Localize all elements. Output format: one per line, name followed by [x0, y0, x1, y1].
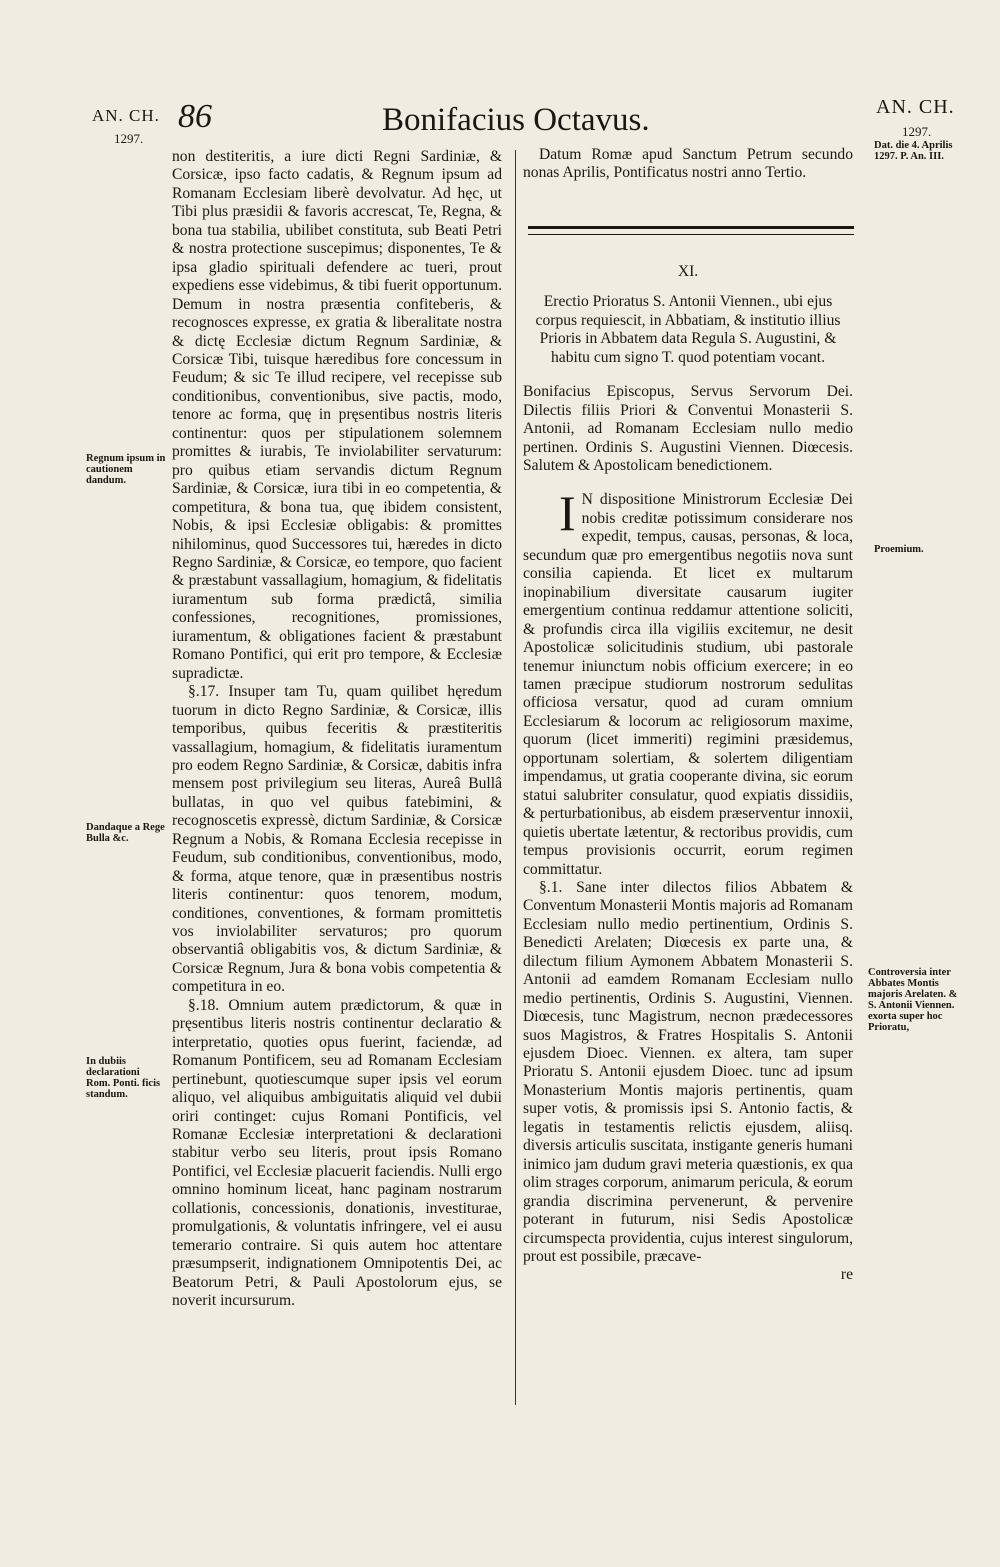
margin-note-proemium: Proemium. — [874, 544, 924, 555]
body-paragraph-1: §.1. Sane inter dilectos filios Abbatem & Conventum Monasterii Montis majoris ad Romanam Ecclesiam nullo medio pertinentium, Ordinis S. Benedicti Arelaten; Diœcesis ex parte una, & dilectum filium Aymonem Abbatem Monasterii S. Antonii ad eamdem Romanam Ecclesiam nullo medio pertinentis, Ordinis S. Augustini, Viennen. Diœcesis, tunc Magistrum, necnon prædecessores suos Magistros, & Fratres Hospitalis S. Antonii ejusdem Dioec. Viennen. ex altera, tam super Prioratu S. Antonii ejusdem Dioec. tunc ad ipsum Monasterium Montis majoris pertinentis, quam super votis, & promissis ipsi S. Antonio factis, & legatis in testamentis relictis ejusdem, aliisq. diversis articulis suscitata, instigante generis humani inimico jam dudum gravi meteria quæstionis, ex qua olim strages corporum, animarum pericula, & eorum grandia discrimina pervenerunt, & pervenire poterant in futurum, nisi Sedis Apostolicæ circumspecta providentia, cujus interest singulorum, prout est possibile, præcave- — [523, 878, 853, 1266]
section-number: XI. — [677, 262, 699, 280]
left-column — [172, 148, 502, 1311]
catchword: re — [840, 1266, 853, 1284]
proemium-paragraph — [523, 485, 853, 879]
body-paragraph-17: §.17. Insuper tam Tu, quam quilibet hęredum tuorum in dicto Regno Sardiniæ, & Corsicæ, illis temporibus, quibus feceritis & præstiteritis vassallagium, homagium, & fidelitatis iuramentum pro eodem Regno Sardiniæ, & Corsicæ, dabitis infra mensem post privilegium seu literas, Aureâ Bullâ bullatas, in quo vel quibus fatebimini, & recognoscetis expressè, dictum Sardiniæ, & Corsicæ Regnum a Nobis, & Romana Ecclesia recepisse in Feudum, sub conditionibus, conventionibus, modo, & forma, atque tenore, quæ in præsentibus nostris literis continentur: quos tenorem, modum, conditiones, conventiones, & formam promittetis vos inviolabiliter servaturos; pro quorum observantiâ obligabitis vos, & dictum Sardiniæ, & Corsicæ Regnum, Jura & bona vobis competentia & competitura in eo. — [172, 683, 502, 996]
datum-paragraph: Datum Romæ apud Sanctum Petrum secundo nonas Aprilis, Pontificatus nostri anno Tertio. — [523, 146, 853, 182]
drop-capital: I — [559, 485, 576, 542]
right-column — [523, 146, 853, 1285]
page-title: Bonifacius Octavus. — [382, 102, 650, 138]
proemium-text: N dispositione Ministrorum Ecclesiæ Dei nobis creditæ potissimum considerare nos expedit, tempus, causas, personas, & loca, secundum quæ pro emergentibus negotiis nova sunt consilia capienda. Et licet ex multarum inopinabilium diversitate causarum iugiter emergentium continua reddamur attentione soliciti, & profundis circa illa vigiliis excitemur, ne desit Apostolicæ solicitudinis studium, ubi pastorale tenemur iniunctum nobis officium exercere; in eo tamen præcipue studiorum nostrorum sedulitas officiosa versatur, quod ad curam omnium Ecclesiarum & locorum ac religiosorum maxime, quorum (licet immeriti) regimini præsidemus, opportunam solertiam, & solertem diligentiam impendamus, ut gratia cooperante divina, sic eorum statui salubriter consulatur, quod expiatis dissidiis, & perturbationibus, ab eisdem præserventur innoxii, quietis ubertate lætentur, & rectoribus providis, cum tempus provisionis occurrit, eorum regimen committatur. — [523, 491, 853, 878]
running-head-right-year: 1297. — [902, 124, 932, 139]
salutation-paragraph: Bonifacius Episcopus, Servus Servorum Dei. Dilectis filiis Priori & Conventui Monasterii S. Antonii, ad Romanam Ecclesiam nullo medio pertinen. Ordinis S. Augustini Viennen. Diœcesis. Salutem & Apostolicam benedictionem. — [523, 383, 853, 474]
running-head-left-label: AN. CH. — [92, 106, 160, 125]
running-head-left-year: 1297. — [114, 131, 144, 146]
margin-note-left: In dubiis declarationi Rom. Ponti. ficis standum. — [86, 1056, 161, 1100]
margin-note-controversia: Controversia inter Abbates Montis majoris Arelaten. & S. Antonii Viennen. exorta super hoc Prioratu, — [868, 967, 958, 1033]
margin-note-left: Regnum ipsum in cautionem dandum. — [86, 453, 166, 486]
margin-note-date: Dat. die 4. Aprilis 1297. P. An. III. — [874, 140, 953, 162]
running-head-right-label: AN. CH. — [876, 96, 955, 118]
column-divider — [515, 150, 516, 1405]
body-paragraph: non destiteritis, a iure dicti Regni Sardiniæ, & Corsicæ, ipso facto cadatis, & Regnum ipsum ad Romanam Ecclesiam liberè devolvatur. Ad hęc, ut Tibi plus præsidii & favoris accrescat, Te, Regna, & bona tua stabilia, ubilibet constituta, sub Beati Petri & nostra protectione suscepimus; disponentes, Te & ipsa gladio spirituali defendere ac tueri, prout expediens esse videbimus, & tibi fuerit opportunum. Demum in nostra præsentia confiteberis, & recognosces expresse, ex gratia & liberalitate nostra & dictę Ecclesiæ dictum Regnum Sardiniæ, & Corsicæ Tibi, tuisque hæredibus fore concessum in Feudum; & sic Te illud recipere, vel recepisse sub conditionibus, conventionibus, sive pactis, modo, tenore ac forma, quę in pręsentibus nostris literis continentur: quos per stipulationem solemnem promittes & iurabis, Te inviolabiliter servaturum: pro quibus etiam servandis dictum Regnum Sardiniæ, & Corsicæ, iura tibi in eo competentia, & competitura, & bona tua, quę ibidem consistent, Nobis, & ipsi Ecclesiæ obligabis: & promittes nihilominus, quod Successores tui, hæredes in dicto Regno Sardiniæ, & Corsicæ, eo tempore, quo facient & præstabunt vassallagium, homagium, & fidelitatis iuramentum sub forma prædictâ, similia confessiones, recognitiones, promissiones, iuramentum, & obligationes facient & præstabunt Romano Pontifici, qui erit pro tempore, & Ecclesiæ supradictæ. — [172, 148, 503, 682]
body-paragraph-18: §.18. Omnium autem prædictorum, & quæ in pręsentibus literis nostris continentur declaratio & interpretatio, quoties opus fuerint, faciendæ, ad Romanum Pontificem, seu ad Romanam Ecclesiam pertinebunt, quotiescumque super ipsis vel eorum aliquo, vel aliquibus ambiguitatis aliquid vel dubii oriri continget: cujus Romani Pontificis, vel Romanæ Ecclesiæ interpretationi & declarationi stabitur verbo seu literis, prout ipsis Romano Pontifici, vel Ecclesiæ placuerit faciendis. Nulli ergo omnino hominum liceat, hanc paginam nostrarum collationis, concessionis, donationis, investiturae, promulgationis, & voluntatis infringere, vel ei ausu temerario contraire. Si quis autem hoc attentare præsumpserit, indignationem Omnipotentis Dei, ac Beatorum Petri, & Pauli Apostolorum ejus, se noverit incursurum. — [172, 996, 502, 1310]
section-divider-rule — [528, 226, 854, 235]
margin-note-left: Dandaque a Rege Bulla &c. — [86, 822, 165, 844]
page-number: 86 — [178, 98, 212, 135]
section-rubric: Erectio Prioratus S. Antonii Viennen., ubi ejus corpus requiescit, in Abbatiam, & institutio illius Prioris in Abbatem data Regula S. Augustini, & habitu cum signo T. quod potentiam vocant. — [535, 293, 841, 366]
